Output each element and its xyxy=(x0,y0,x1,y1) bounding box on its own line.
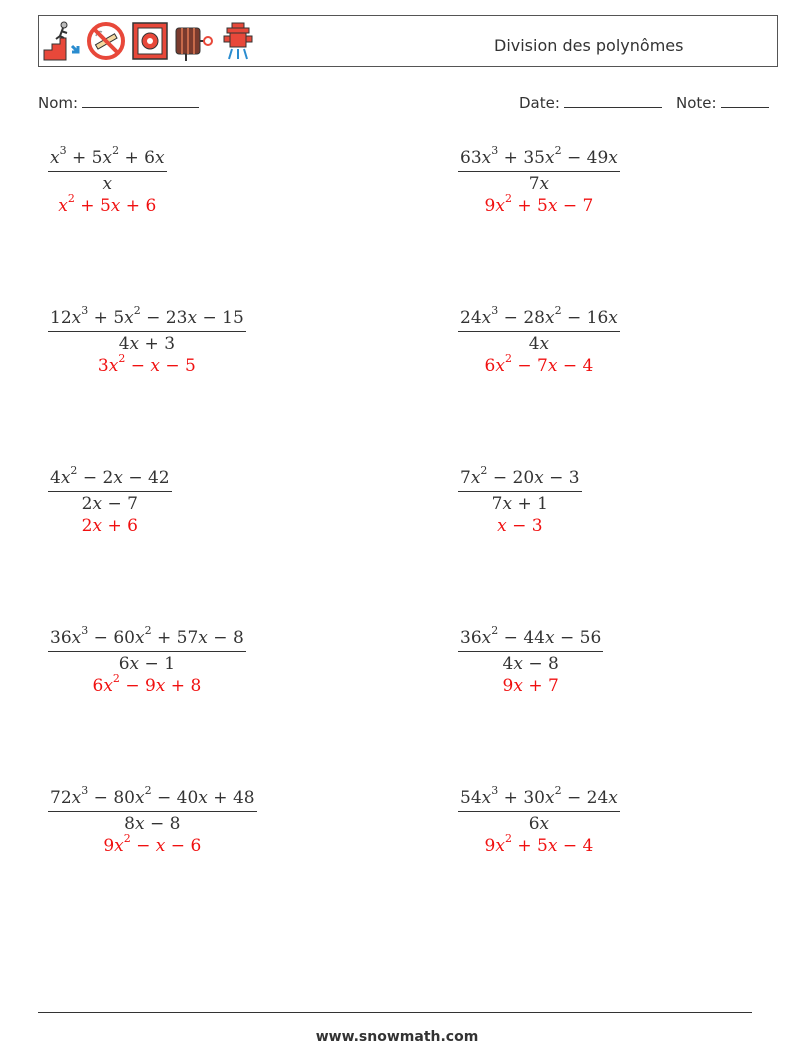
answer: $9x^2 - x - 6$ xyxy=(103,832,202,856)
answer: 9x + 7 xyxy=(502,676,559,696)
footer-divider xyxy=(38,1012,752,1013)
answer: x − 3 xyxy=(497,516,543,536)
fraction xyxy=(458,464,582,537)
numerator: $24x^3 - 28x^2 - 16x$ xyxy=(460,304,618,328)
numerator: $63x^3 + 35x^2 - 49x$ xyxy=(460,144,618,168)
denominator: 7x xyxy=(528,174,550,194)
numerator: $12x^3 + 5x^2 - 23x - 15$ xyxy=(50,304,244,328)
fraction xyxy=(458,784,620,857)
problem-8 xyxy=(458,624,603,697)
name-blank[interactable] xyxy=(82,93,199,108)
footer-url: www.snowmath.com xyxy=(315,1029,479,1045)
denominator: x xyxy=(102,174,113,194)
fraction xyxy=(48,624,246,697)
fire-hose-reel-icon xyxy=(174,20,214,62)
fraction xyxy=(48,464,172,537)
problem-10 xyxy=(458,784,620,857)
numerator: $7x^2 - 20x - 3$ xyxy=(460,464,580,488)
denominator: 7x + 1 xyxy=(491,494,548,514)
denominator: 4x − 8 xyxy=(502,654,559,674)
grade-field xyxy=(676,93,769,112)
date-label: Date: xyxy=(519,94,560,112)
answer: $9x^2 + 5x - 4$ xyxy=(484,832,594,856)
header-icons xyxy=(42,20,258,62)
answer: $9x^2 + 5x - 7$ xyxy=(484,192,594,216)
fraction xyxy=(458,304,620,377)
date-field xyxy=(519,93,662,112)
numerator: $72x^3 - 80x^2 - 40x + 48$ xyxy=(50,784,255,808)
fire-alarm-button-icon xyxy=(130,20,170,62)
answer: 2x + 6 xyxy=(81,516,138,536)
numerator: $x^3 + 5x^2 + 6x$ xyxy=(50,144,165,168)
problem-2 xyxy=(458,144,620,217)
answer: $6x^2 - 9x + 8$ xyxy=(92,672,202,696)
worksheet-title: Division des polynômes xyxy=(494,36,684,55)
name-label: Nom: xyxy=(38,94,79,112)
fire-hydrant-icon xyxy=(218,20,258,62)
denominator: 2x − 7 xyxy=(81,494,138,514)
denominator: 6x xyxy=(528,814,550,834)
numerator: $54x^3 + 30x^2 - 24x$ xyxy=(460,784,618,808)
fraction xyxy=(48,144,167,217)
no-smoking-icon xyxy=(86,20,126,62)
fraction xyxy=(458,624,603,697)
fraction xyxy=(48,304,246,377)
grade-label: Note: xyxy=(676,94,717,112)
denominator: 4x + 3 xyxy=(118,334,176,354)
worksheet-header xyxy=(38,15,778,67)
denominator: 8x − 8 xyxy=(124,814,181,834)
date-blank[interactable] xyxy=(564,93,662,108)
problem-4 xyxy=(458,304,620,377)
denominator: 4x xyxy=(528,334,550,354)
answer: $3x^2 - x - 5$ xyxy=(97,352,196,376)
problem-6 xyxy=(458,464,582,537)
numerator: $4x^2 - 2x - 42$ xyxy=(50,464,170,488)
numerator: $36x^3 - 60x^2 + 57x - 8$ xyxy=(50,624,244,648)
numerator: $36x^2 - 44x - 56$ xyxy=(460,624,602,648)
answer: $x^2 + 5x + 6$ xyxy=(58,192,157,216)
denominator: 6x − 1 xyxy=(118,654,176,674)
fraction xyxy=(48,784,257,857)
problem-5 xyxy=(48,464,172,537)
problem-3 xyxy=(48,304,246,377)
problem-7 xyxy=(48,624,246,697)
answer: $6x^2 - 7x - 4$ xyxy=(484,352,594,376)
grade-blank[interactable] xyxy=(721,93,769,108)
name-field xyxy=(38,93,199,112)
emergency-exit-stairs-icon xyxy=(42,20,82,62)
problem-1 xyxy=(48,144,167,217)
problem-9 xyxy=(48,784,257,857)
fraction xyxy=(458,144,620,217)
